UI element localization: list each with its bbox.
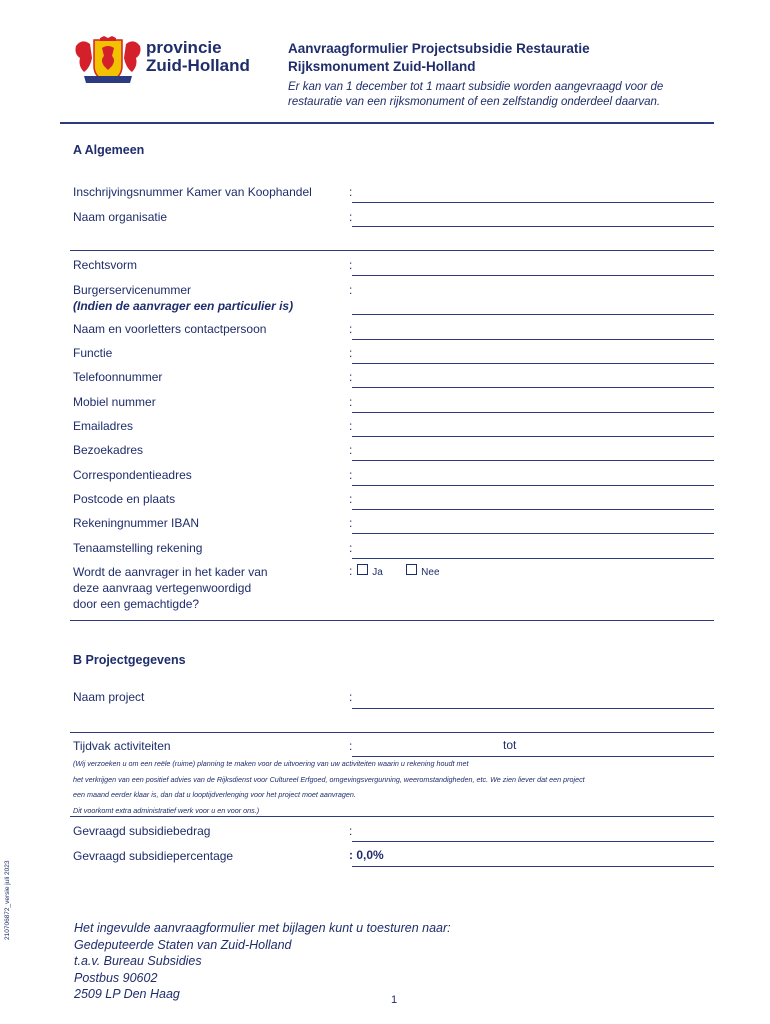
iban-field[interactable]	[352, 533, 714, 534]
telefoon-label: Telefoonnummer	[73, 370, 163, 384]
telefoon-colon: :	[349, 370, 353, 384]
naam-organisatie-field[interactable]	[352, 226, 714, 227]
percentage-field[interactable]	[352, 866, 714, 867]
mobiel-field[interactable]	[352, 412, 714, 413]
tenaamstelling-field[interactable]	[352, 558, 714, 559]
mobiel-colon: :	[349, 395, 353, 409]
gemachtigde-colon: :	[349, 564, 353, 578]
contactpersoon-label: Naam en voorletters contactpersoon	[73, 322, 267, 336]
naam-project-colon: :	[349, 690, 353, 704]
contactpersoon-field[interactable]	[352, 339, 714, 340]
bsn-colon: :	[349, 283, 353, 297]
province-logo	[72, 36, 144, 88]
tenaamstelling-label: Tenaamstelling rekening	[73, 541, 203, 555]
naam-organisatie-colon: :	[349, 210, 353, 224]
rechtsvorm-label: Rechtsvorm	[73, 258, 138, 272]
functie-field[interactable]	[352, 363, 714, 364]
mobiel-label: Mobiel nummer	[73, 395, 156, 409]
tenaamstelling-colon: :	[349, 541, 353, 555]
bedrag-colon: :	[349, 824, 353, 838]
rechtsvorm-field[interactable]	[352, 275, 714, 276]
section-b-title: B Projectgegevens	[73, 653, 186, 667]
correspondentieadres-label: Correspondentieadres	[73, 468, 192, 482]
page-number: 1	[391, 994, 398, 1006]
naam-project-extra-line[interactable]	[70, 732, 714, 733]
bezoekadres-field[interactable]	[352, 460, 714, 461]
email-label: Emailadres	[73, 419, 134, 433]
planning-note: (Wij verzoeken u om een reële (ruime) planning te maken voor de uitvoering van uw activiteiten waarin u rekening houdt met het verkrijgen van een positief advies van de Rijksdienst voor Cultureel Erfgoed, omgevingsvergunning, weeromstandigheden, etc. We zien liever dat een project een maand eerder klaar is, dan dat u looptijdverlenging voor het project moet aanvragen. Dit voorkomt extra administratief werk voor u en voor ons.)	[73, 759, 585, 815]
tijdvak-colon: :	[349, 739, 353, 753]
telefoon-field[interactable]	[352, 387, 714, 388]
kvk-label: Inschrijvingsnummer Kamer van Koophandel	[73, 185, 312, 199]
section-a-title: A Algemeen	[73, 143, 145, 157]
logo-text: provincie Zuid-Holland	[146, 38, 250, 75]
correspondentieadres-colon: :	[349, 468, 353, 482]
rechtsvorm-colon: :	[349, 258, 353, 272]
naam-organisatie-label: Naam organisatie	[73, 210, 168, 224]
email-colon: :	[349, 419, 353, 433]
naam-project-field[interactable]	[352, 708, 714, 709]
postcode-label: Postcode en plaats	[73, 492, 176, 506]
percentage-value: : 0,0%	[349, 848, 384, 862]
iban-label: Rekeningnummer IBAN	[73, 516, 200, 530]
functie-label: Functie	[73, 346, 113, 360]
section-a-end-line	[70, 620, 714, 621]
email-field[interactable]	[352, 436, 714, 437]
form-subtitle: Er kan van 1 december tot 1 maart subsidie worden aangevraagd voor de restauratie van een rijksmonument of een zelfstandig onderdeel daarvan.	[288, 81, 664, 108]
correspondentieadres-field[interactable]	[352, 485, 714, 486]
kvk-field[interactable]	[352, 202, 714, 203]
percentage-label: Gevraagd subsidiepercentage	[73, 849, 234, 863]
bsn-field[interactable]	[352, 314, 714, 315]
postcode-field[interactable]	[352, 509, 714, 510]
ja-label: Ja	[372, 567, 383, 578]
nee-checkbox[interactable]	[406, 564, 417, 575]
naam-organisatie-extra-line[interactable]	[70, 250, 714, 251]
gemachtigde-options	[349, 562, 440, 580]
gemachtigde-label: Wordt de aanvrager in het kader van deze aanvraag vertegenwoordigd door een gemachtigde?	[73, 565, 268, 611]
bedrag-label: Gevraagd subsidiebedrag	[73, 824, 211, 838]
tijdvak-label: Tijdvak activiteiten	[73, 739, 171, 753]
note-divider	[70, 816, 714, 817]
form-title: Aanvraagformulier Projectsubsidie Restauratie Rijksmonument Zuid-Holland	[288, 41, 590, 74]
address-block: Het ingevulde aanvraagformulier met bijlagen kunt u toesturen naar: Gedeputeerde Staten van Zuid-Holland t.a.v. Bureau Subsidies Postbus 90602 2509 LP Den Haag	[74, 921, 451, 1001]
nee-label: Nee	[421, 567, 440, 578]
ja-checkbox[interactable]	[357, 564, 368, 575]
document-code: 210706872_versie juli 2023	[4, 860, 11, 940]
contactpersoon-colon: :	[349, 322, 353, 336]
tot-label: tot	[503, 738, 517, 752]
header-divider	[60, 122, 714, 124]
kvk-colon: :	[349, 185, 353, 199]
bsn-label: Burgerservicenummer (Indien de aanvrager een particulier is)	[73, 283, 294, 313]
iban-colon: :	[349, 516, 353, 530]
bedrag-field[interactable]	[352, 841, 714, 842]
naam-project-label: Naam project	[73, 690, 145, 704]
postcode-colon: :	[349, 492, 353, 506]
bezoekadres-colon: :	[349, 443, 353, 457]
functie-colon: :	[349, 346, 353, 360]
bezoekadres-label: Bezoekadres	[73, 443, 144, 457]
